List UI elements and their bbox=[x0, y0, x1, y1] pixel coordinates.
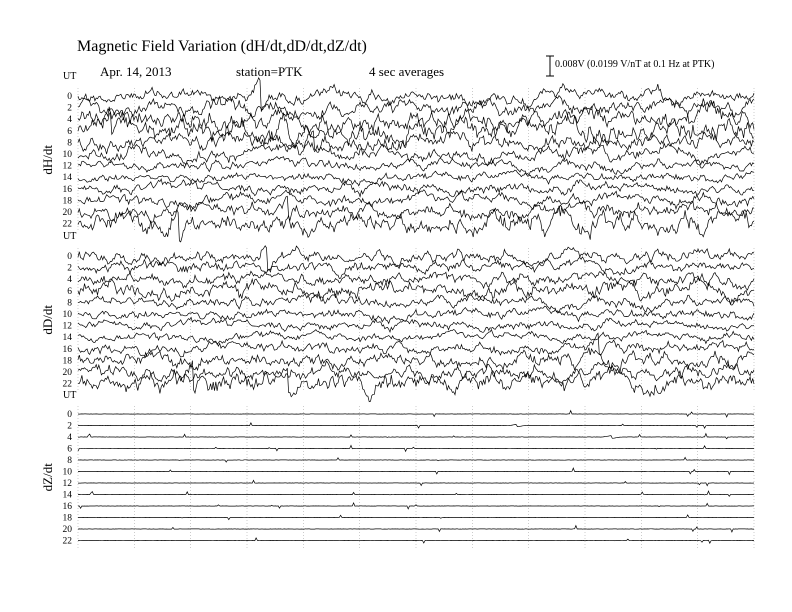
panel-dH-dt bbox=[40, 71, 754, 242]
hour-tick-label: 20 bbox=[62, 208, 72, 218]
hour-tick-label: 22 bbox=[62, 536, 72, 547]
hour-tick-label: 2 bbox=[67, 263, 72, 274]
hour-tick-label: 6 bbox=[67, 444, 72, 455]
hour-tick-label: 2 bbox=[67, 103, 72, 114]
trace-dH-dt-10h bbox=[78, 141, 754, 166]
y-axis-label: dZ/dt bbox=[40, 463, 55, 492]
hour-tick-label: 12 bbox=[62, 479, 72, 489]
scale-bar bbox=[546, 56, 554, 76]
trace-dH-dt-20h bbox=[78, 196, 754, 223]
hour-tick-label: 14 bbox=[62, 333, 72, 344]
hour-tick-label: 14 bbox=[62, 173, 72, 184]
hour-tick-label: 4 bbox=[67, 115, 72, 126]
trace-dZ-dt-18h bbox=[78, 515, 754, 520]
hour-tick-label: 6 bbox=[67, 286, 72, 297]
hour-tick-label: 8 bbox=[67, 298, 72, 309]
hour-tick-label: 20 bbox=[62, 368, 72, 378]
hour-tick-label: 18 bbox=[62, 356, 72, 367]
chart-title: Magnetic Field Variation (dH/dt,dD/dt,dZ/dt) bbox=[77, 38, 367, 55]
scale-label: 0.008V (0.0199 V/nT at 0.1 Hz at PTK) bbox=[555, 59, 715, 70]
hour-tick-label: 0 bbox=[67, 92, 72, 102]
hour-tick-label: 0 bbox=[67, 410, 72, 420]
panel-dZ-dt bbox=[40, 390, 754, 549]
hour-tick-label: 22 bbox=[62, 379, 72, 390]
hour-tick-label: 0 bbox=[67, 252, 72, 262]
trace-dZ-dt-6h bbox=[78, 445, 754, 451]
ut-label: UT bbox=[63, 390, 77, 401]
averaging-label: 4 sec averages bbox=[369, 64, 445, 79]
hour-tick-label: 16 bbox=[62, 344, 72, 355]
panel-dD-dt bbox=[40, 231, 754, 402]
y-axis-label: dD/dt bbox=[40, 304, 55, 335]
hour-tick-label: 20 bbox=[62, 525, 72, 535]
hour-tick-label: 12 bbox=[62, 321, 72, 332]
hour-tick-label: 10 bbox=[62, 467, 72, 478]
ut-label: UT bbox=[63, 231, 77, 242]
hour-tick-label: 12 bbox=[62, 161, 72, 172]
hour-tick-label: 10 bbox=[62, 310, 72, 320]
ut-label: UT bbox=[63, 71, 77, 82]
hour-tick-label: 10 bbox=[62, 150, 72, 160]
hour-tick-label: 14 bbox=[62, 490, 72, 501]
station-label: station=PTK bbox=[236, 64, 303, 79]
date-label: Apr. 14, 2013 bbox=[100, 64, 172, 79]
trace-dD-dt-22h bbox=[78, 361, 754, 402]
y-axis-label: dH/dt bbox=[40, 144, 55, 175]
hour-tick-label: 8 bbox=[67, 138, 72, 149]
hour-tick-label: 4 bbox=[67, 433, 72, 443]
hour-tick-label: 2 bbox=[67, 421, 72, 432]
hour-tick-label: 16 bbox=[62, 502, 72, 512]
trace-dD-dt-12h bbox=[78, 318, 754, 333]
hour-tick-label: 8 bbox=[67, 456, 72, 466]
trace-dZ-dt-0h bbox=[78, 411, 754, 417]
hour-tick-label: 22 bbox=[62, 219, 72, 230]
trace-dZ-dt-8h bbox=[78, 457, 754, 462]
hour-tick-label: 6 bbox=[67, 126, 72, 137]
hour-tick-label: 16 bbox=[62, 184, 72, 195]
hour-tick-label: 18 bbox=[62, 513, 72, 524]
hour-tick-label: 18 bbox=[62, 196, 72, 207]
hour-tick-label: 4 bbox=[67, 275, 72, 286]
